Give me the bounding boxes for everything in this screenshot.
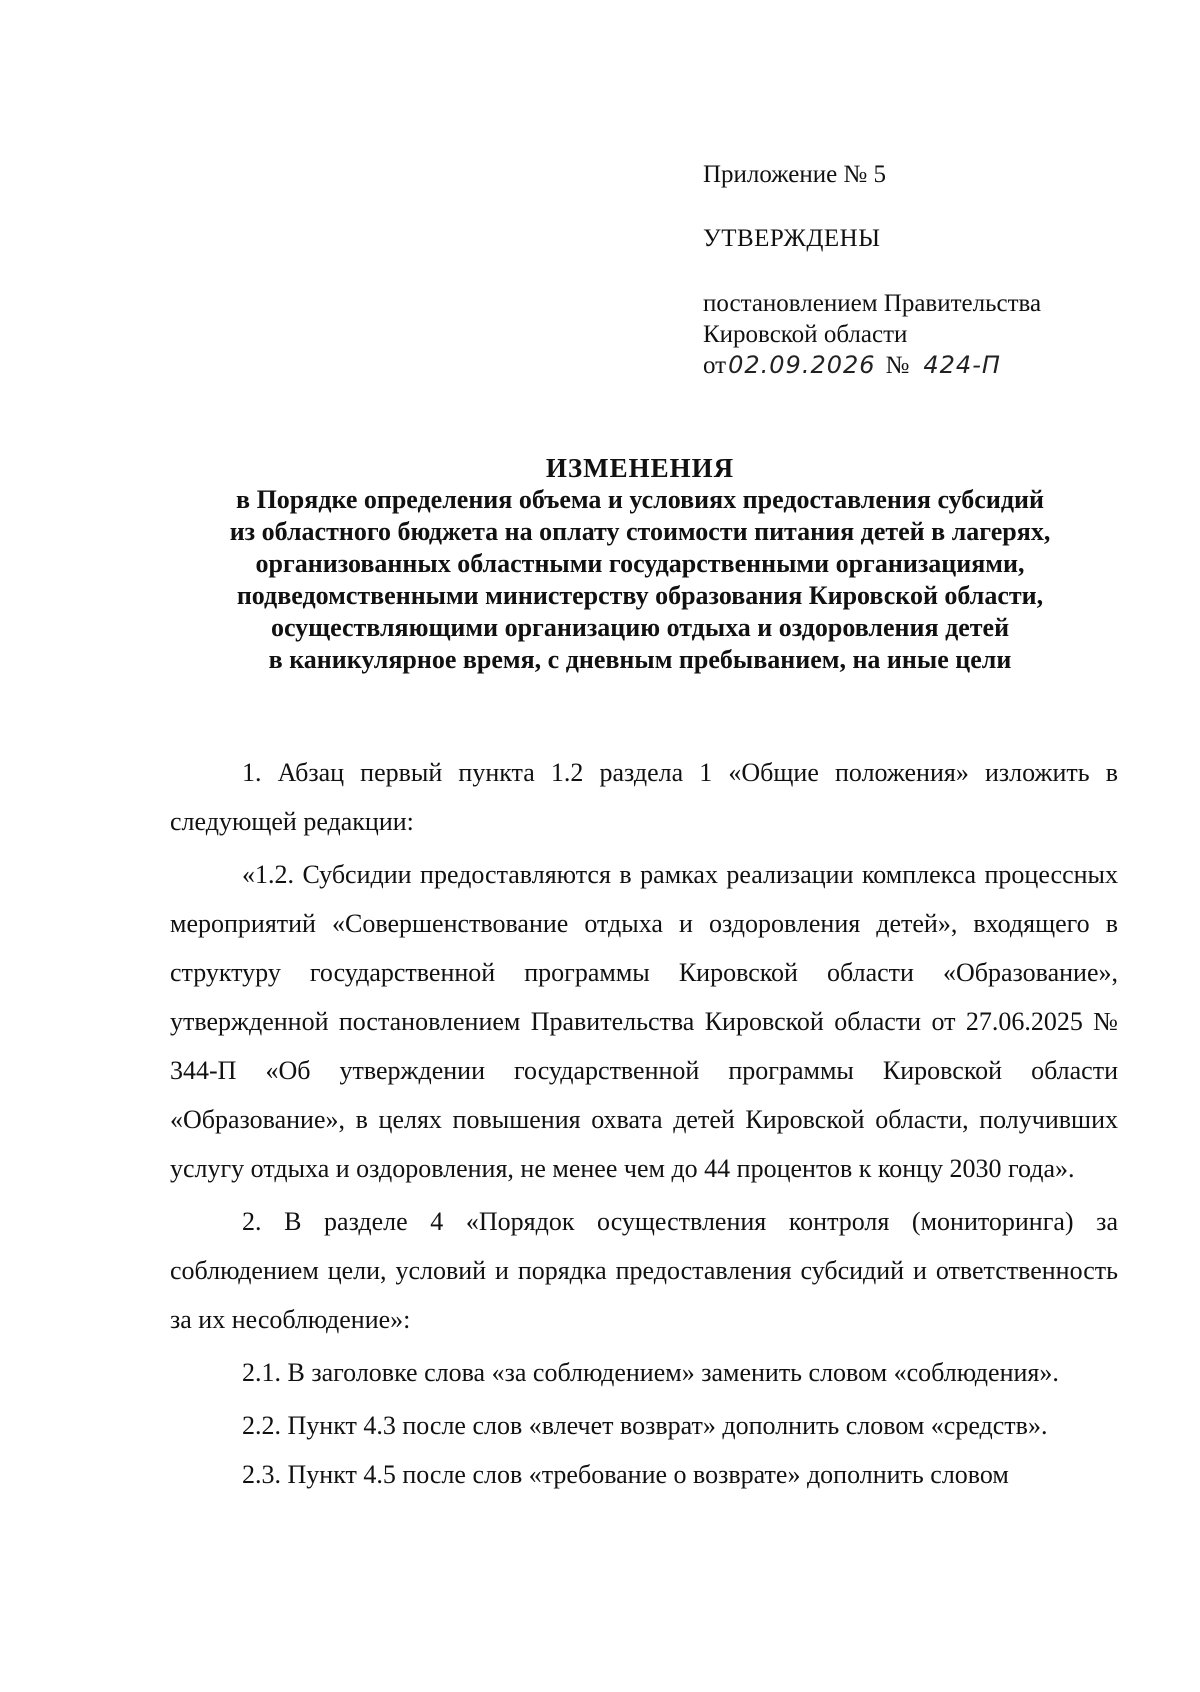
title-line-5: осуществляющими организацию отдыха и оздоровления детей [270,613,1010,642]
title-heading: ИЗМЕНЕНИЯ [545,453,735,483]
handwritten-date: 02.09.2026 [728,351,876,379]
decree-reference [703,288,1143,381]
paragraph-5: 2.2. Пункт 4.3 после слов «влечет возврат» дополнить словом «средств». [242,1411,1048,1440]
handwritten-number: 424-П [923,351,1001,379]
title-line-2: из областного бюджета на оплату стоимости питания детей в лагерях, [229,517,1051,546]
number-prefix: № [885,352,910,379]
approval-block [703,158,1143,381]
title-line-1: в Порядке определения объема и условиях предоставления субсидий [236,485,1044,514]
decree-line-1: постановлением Правительства [703,290,1042,317]
approved-label: УТВЕРЖДЕНЫ [703,225,881,252]
paragraph-3: 2. В разделе 4 «Порядок осуществления контроля (мониторинга) за соблюдением цели, условий и порядка предоставления субсидий и ответственность за их несоблюдение»: [170,1207,1118,1334]
paragraph-6: 2.3. Пункт 4.5 после слов «требование о возврате» дополнить словом [242,1460,1009,1489]
title-line-6: в каникулярное время, с дневным пребыванием, на иные цели [268,645,1012,674]
title-line-3: организованных областными государственными организациями, [255,549,1025,578]
paragraph-1: 1. Абзац первый пункта 1.2 раздела 1 «Общие положения» изложить в следующей редакции: [170,758,1118,836]
decree-line-2: Кировской области [703,321,908,348]
decree-date-line [703,350,1143,381]
appendix-label: Приложение № 5 [703,161,887,188]
paragraph-2: «1.2. Субсидии предоставляются в рамках реализации комплекса процессных мероприятий «Совершенствование отдыха и оздоровления детей», входящего в структуру государственной программы Кировской области «Образование», утвержденной постановлением Правительства Кировской области от 27.06.2025 № 344-П «Об утверждении государственной программы Кировской области «Образование», в целях повышения охвата детей Кировской области, получивших услугу отдыха и оздоровления, не менее чем до 44 процентов к концу 2030 года». [170,860,1118,1183]
title-line-4: подведомственными министерству образования Кировской области, [236,581,1044,610]
document-title [150,452,1130,676]
date-prefix: от [703,352,727,379]
paragraph-4: 2.1. В заголовке слова «за соблюдением» заменить словом «соблюдения». [242,1358,1059,1387]
document-body [170,748,1118,1499]
